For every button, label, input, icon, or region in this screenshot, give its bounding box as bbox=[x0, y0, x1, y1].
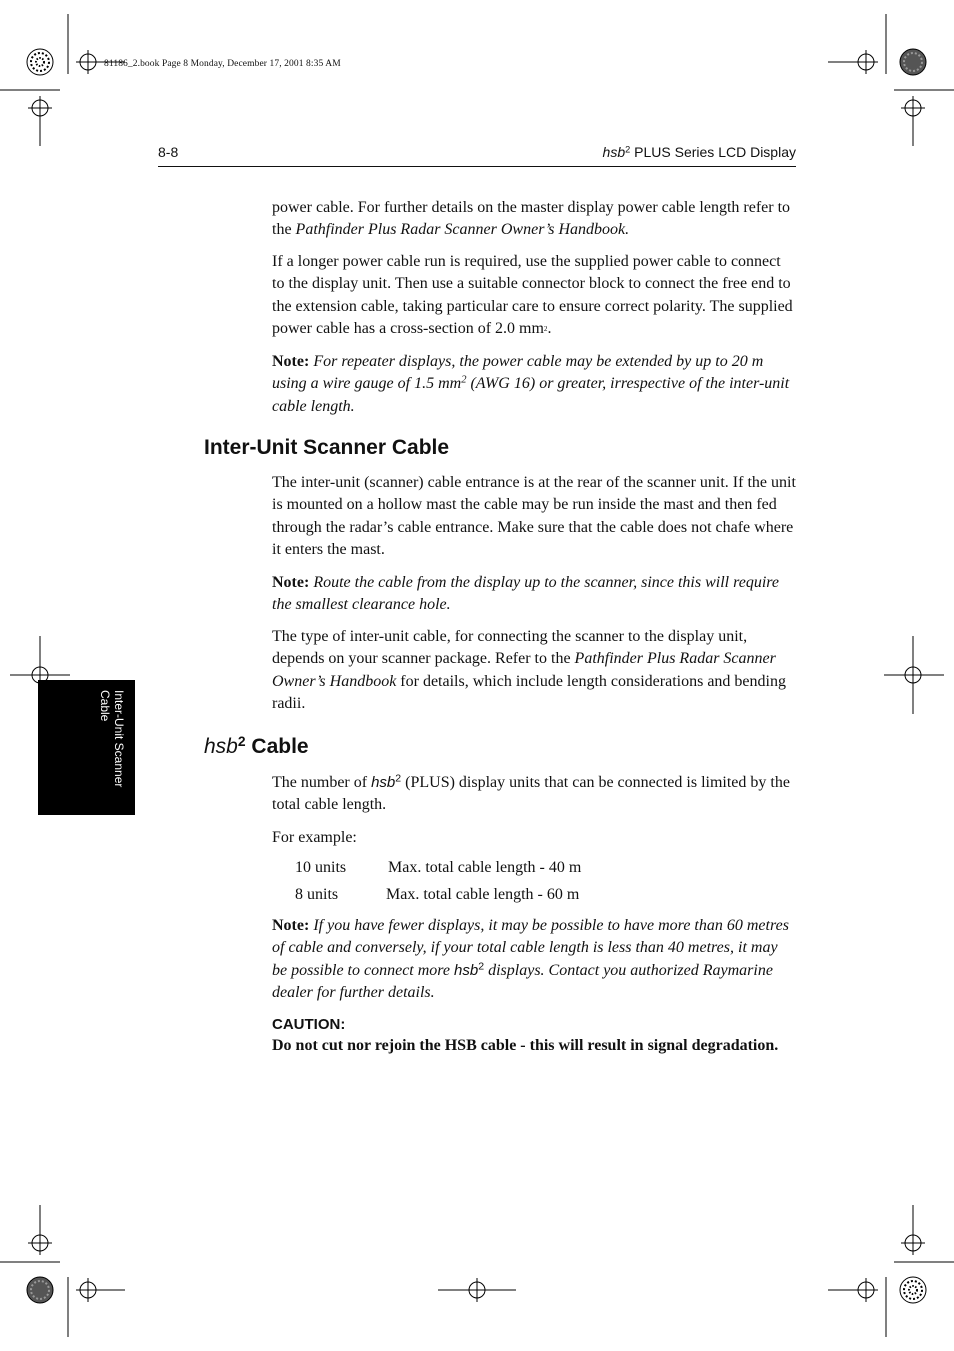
text-run: The type of inter-unit cable, for connecting the scanner to the display unit, depends on your scanner package. Refer to the bbox=[272, 628, 748, 668]
text-run: power cable. For further details on the master display power cable length refer to the bbox=[272, 199, 791, 239]
table-row-length: Max. total cable length - 40 m bbox=[388, 859, 582, 876]
registration-crosshair-icon bbox=[901, 96, 925, 146]
product-name-rest: PLUS Series LCD Display bbox=[630, 144, 796, 160]
note-text: Route the cable from the display up to the scanner, since this will require the smallest clearance hole. bbox=[272, 574, 780, 614]
note-text: (AWG 16) or greater, irrespective of the inter-unit cable length. bbox=[272, 375, 790, 415]
registration-star-target-icon bbox=[27, 49, 53, 75]
note-text: For repeater displays, the power cable may be extended by up to 20 m using a wire gauge of 1.5 mm bbox=[272, 353, 764, 393]
for-example: For example: bbox=[272, 829, 357, 846]
superscript: 2 bbox=[395, 772, 402, 785]
table-row-units: 10 units bbox=[295, 859, 347, 876]
heading-italic: hsb bbox=[204, 735, 238, 758]
table-row-length: Max. total cable length - 60 m bbox=[386, 886, 580, 903]
superscript: 2 bbox=[461, 375, 467, 387]
superscript: 2 bbox=[478, 960, 485, 973]
registration-crosshair-icon bbox=[901, 1205, 925, 1255]
superscript: 2 bbox=[237, 733, 246, 750]
note-text: If you have fewer displays, it may be possible to have more than 60 metres of cable and conversely, if your total cable length is less than 40 metres, it may be possible to connect more bbox=[272, 917, 789, 979]
registration-crosshair-icon bbox=[884, 636, 944, 714]
heading-inter-unit-scanner-cable: Inter-Unit Scanner Cable bbox=[204, 436, 450, 459]
product-superscript: 2 bbox=[625, 144, 631, 155]
note-label: Note: bbox=[272, 574, 310, 591]
text-run: (PLUS) display units that can be connected is limited by the total cable length. bbox=[272, 774, 790, 814]
note-text: displays. Contact you authorized Raymarine dealer for further details. bbox=[272, 961, 773, 1002]
registration-crosshair-icon bbox=[438, 1278, 516, 1302]
hsb-brand: hsb bbox=[371, 774, 396, 791]
superscript: 2 bbox=[543, 325, 548, 334]
text-run: for details, which include length considerations and bending radii. bbox=[272, 672, 786, 713]
note-label: Note: bbox=[272, 917, 310, 934]
thumb-tab-label: Inter-Unit Scanner Cable bbox=[98, 690, 126, 788]
registration-crosshair-icon bbox=[828, 1278, 878, 1302]
registration-crosshair-icon bbox=[828, 50, 878, 74]
registration-crosshair-icon bbox=[28, 1205, 52, 1255]
registration-crosshair-icon bbox=[76, 50, 125, 74]
paragraph-scanner-entrance: The inter-unit (scanner) cable entrance is at the rear of the scanner unit. If the unit is mounted on a hollow mast the cable may be run inside the mast and then fed through the radar’s cable entrance. Make sure that the cable does not chafe where it enters the mast. bbox=[272, 474, 796, 559]
handbook-title: Pathfinder Plus Radar Scanner Owner’s Handbook bbox=[272, 650, 776, 690]
text-run: . bbox=[547, 320, 552, 338]
page-number: 8-8 bbox=[158, 144, 179, 160]
handbook-title: Pathfinder Plus Radar Scanner Owner’s Handbook. bbox=[295, 221, 630, 239]
note-label: Note: bbox=[272, 353, 310, 370]
table-row-units: 8 units bbox=[295, 886, 339, 903]
registration-crosshair-icon bbox=[10, 636, 70, 714]
caution-text: Do not cut nor rejoin the HSB cable - this will result in signal degradation. bbox=[272, 1037, 779, 1054]
text-run: If a longer power cable run is required, use the supplied power cable to connect to the display unit. Then use a suitable connector block to connect the free end to the extension cable, taking particular care to ensure correct polarity. The supplied power cable has a cross-section of 2.0 mm bbox=[272, 253, 793, 338]
registration-star-target-icon bbox=[27, 1277, 53, 1303]
heading-rest: Cable bbox=[245, 735, 309, 758]
print-slug: 81186_2.book Page 8 Monday, December 17, 2001 8:35 AM bbox=[104, 59, 341, 69]
registration-crosshair-icon bbox=[76, 1278, 125, 1302]
registration-star-target-icon bbox=[900, 1277, 926, 1303]
registration-star-target-icon bbox=[900, 49, 926, 75]
text-run: The number of bbox=[272, 774, 372, 791]
registration-crosshair-icon bbox=[28, 96, 52, 146]
hsb-brand: hsb bbox=[454, 961, 479, 979]
caution-label: CAUTION: bbox=[272, 1016, 346, 1033]
product-name-italic: hsb bbox=[602, 144, 626, 160]
